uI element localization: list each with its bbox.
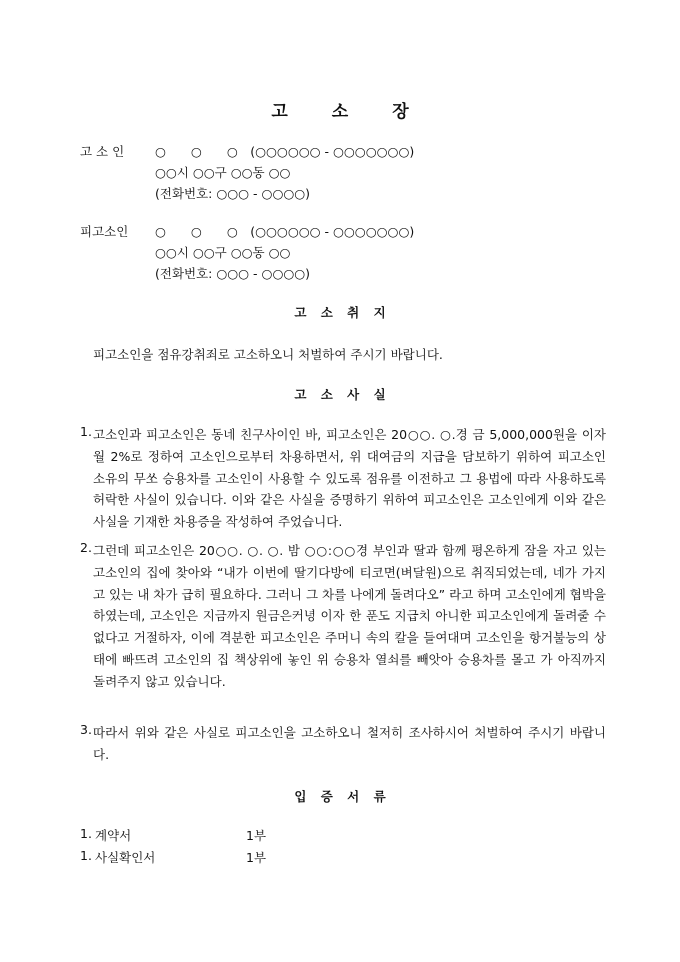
title-char-1: 고 bbox=[271, 102, 288, 122]
complainant-phone: (전화번호: ○○○ - ○○○○) bbox=[155, 186, 311, 201]
facts-heading: 고 소 사 실 bbox=[294, 387, 386, 402]
fact-text: 따라서 위와 같은 사실로 피고소인을 고소하오니 철저히 조사하시어 처벌하여 주시기 바랍니다. bbox=[93, 725, 606, 762]
fact-number: 2. bbox=[80, 540, 92, 555]
defendant-name: ○ ○ ○ (○○○○○○ - ○○○○○○○) bbox=[155, 224, 415, 239]
evidence-number: 1. bbox=[80, 826, 92, 841]
evidence-name: 계약서 bbox=[95, 828, 132, 843]
fact-text: 그런데 피고소인은 20○○. ○. ○. 밤 ○○:○○경 부인과 딸과 함께 평온하게 잠을 자고 있는 고소인의 집에 찾아와 “내가 이번에 딸기다방에 티코면(벼달원)으로 취직되었는데, 네가 가지고 있는 내 차가 급히 필요하다. 그러니 그 차를 나에게 돌려다오” 라고 하며 고소인에게 협박을 하였는데, 고소인은 지금까지 원금은커녕 이자 한 푼도 지급치 아니한 피고소인에게 돌려줄 수 없다고 거절하자, 이에 격분한 피고소인은 주머니 속의 칼을 들여대며 고소인을 항거불능의 상태에 빠뜨려 고소인의 집 책상위에 놓인 위 승용차 열쇠를 빼앗아 승용차를 몰고 가 아직까지 돌려주지 않고 있습니다. bbox=[93, 543, 606, 689]
evidence-heading: 입 증 서 류 bbox=[294, 789, 386, 804]
evidence-count: 1부 bbox=[246, 850, 267, 865]
fact-text: 고소인과 피고소인은 동네 친구사이인 바, 피고소인은 20○○. ○.경 금 5,000,000원을 이자 월 2%로 정하여 고소인으로부터 차용하면서, 위 대여금의 지급을 담보하기 위하여 피고소인 소유의 무쏘 승용차를 고소인이 사용할 수 있도록 점유를 이전하고 그 용법에 따라 사용하도록 허락한 사실이 있습니다. 이와 같은 사실을 증명하기 위하여 피고소인은 고소인에게 이와 같은 사실을 기재한 차용증을 작성하여 주었습니다. bbox=[93, 427, 606, 530]
evidence-name: 사실확인서 bbox=[95, 850, 156, 865]
title-char-2: 소 bbox=[331, 102, 349, 122]
complainant-label: 고 소 인 bbox=[80, 144, 125, 159]
defendant-address: ○○시 ○○구 ○○동 ○○ bbox=[155, 245, 291, 260]
evidence-number: 1. bbox=[80, 848, 92, 863]
defendant-phone: (전화번호: ○○○ - ○○○○) bbox=[155, 266, 311, 281]
complainant-address: ○○시 ○○구 ○○동 ○○ bbox=[155, 165, 291, 180]
title-char-3: 장 bbox=[392, 102, 409, 122]
defendant-block bbox=[80, 221, 640, 284]
defendant-label: 피고소인 bbox=[80, 224, 129, 239]
complainant-name: ○ ○ ○ (○○○○○○ - ○○○○○○○) bbox=[155, 144, 415, 159]
fact-number: 1. bbox=[80, 424, 92, 439]
complainant-block bbox=[80, 141, 640, 204]
purpose-text: 피고소인을 점유강취죄로 고소하오니 처벌하여 주시기 바랍니다. bbox=[93, 347, 443, 362]
evidence-count: 1부 bbox=[246, 828, 267, 843]
fact-number: 3. bbox=[80, 722, 92, 737]
document-title bbox=[0, 97, 680, 122]
purpose-heading: 고 소 취 지 bbox=[294, 305, 386, 320]
